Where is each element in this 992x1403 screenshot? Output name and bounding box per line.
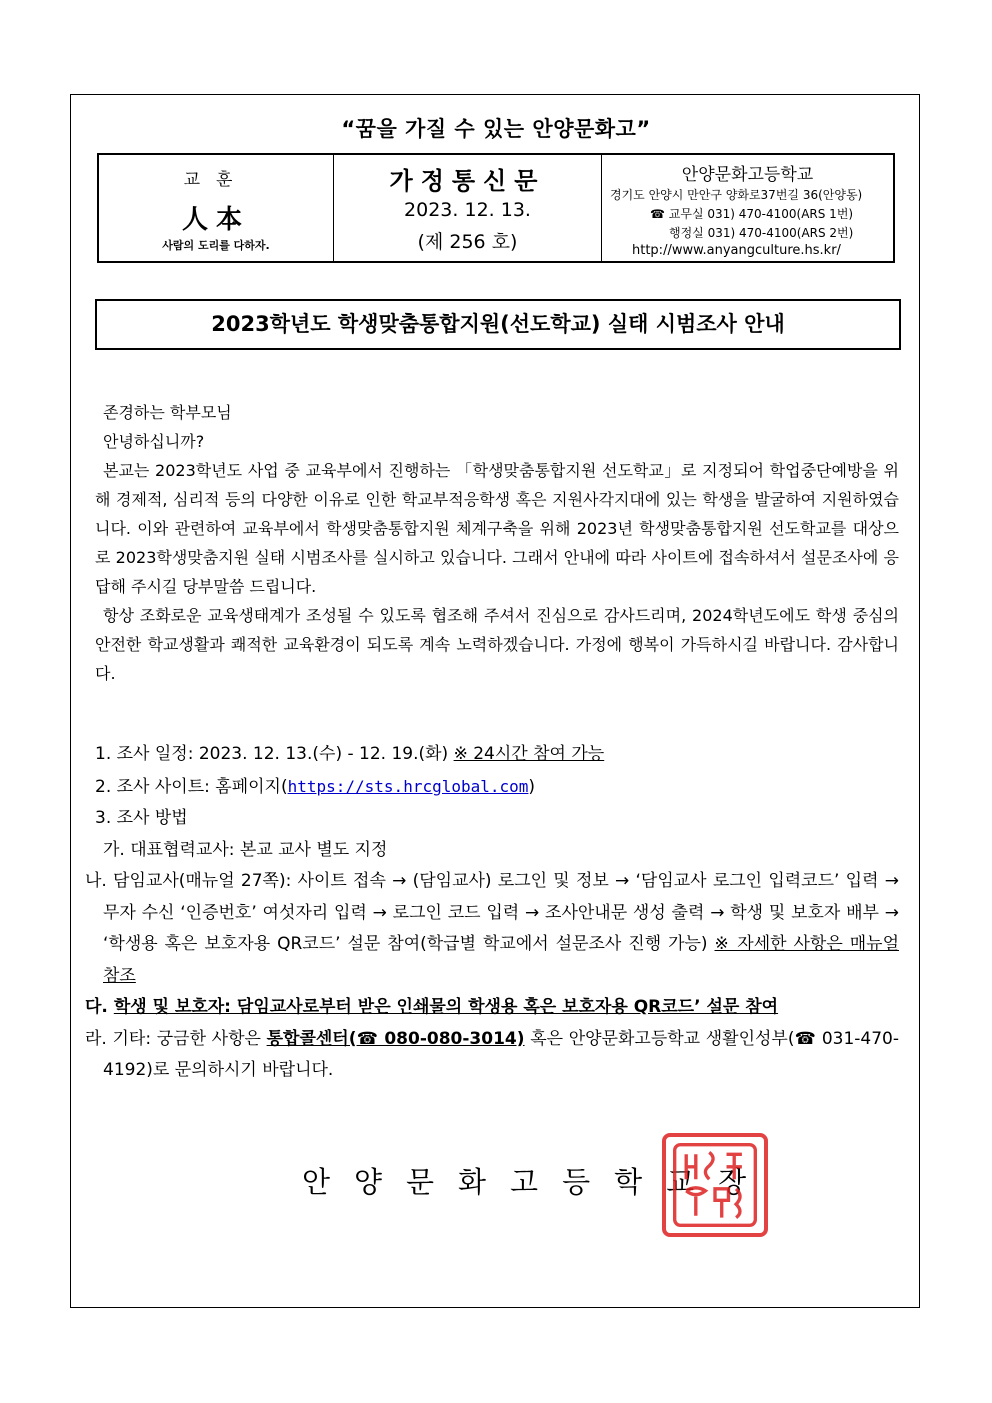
greeting-line-1: 존경하는 학부모님	[103, 403, 232, 422]
newsletter-cell	[334, 155, 602, 261]
newsletter-issue: (제 256 호)	[417, 231, 518, 253]
newsletter-header	[97, 153, 895, 263]
school-info-cell	[602, 155, 893, 261]
paragraph-2: 항상 조화로운 교육생태계가 조성될 수 있도록 협조해 주셔서 진심으로 감사드리며, 2024학년도에도 학생 중심의 안전한 학교생활과 쾌적한 교육환경이 되도록 계속 노력하겠습니다. 가정에 행복이 가득하시길 바랍니다. 감사합니다.	[95, 606, 899, 683]
item-site: 2. 조사 사이트: 홈페이지(https://sts.hrcglobal.com)	[95, 776, 536, 797]
school-address: 경기도 안양시 만안구 양화로37번길 36(안양동)	[610, 188, 863, 202]
seal-graphic	[666, 1137, 764, 1233]
method-da-text: 학생 및 보호자: 담임교사로부터 받은 인쇄물의 학생용 혹은 보호자용 QR코드’ 설문 참여	[113, 997, 779, 1017]
document-title: 2023학년도 학생맞춤통합지원(선도학교) 실태 시범조사 안내	[95, 299, 901, 350]
official-seal-stamp	[662, 1133, 768, 1237]
greeting-line-2: 안녕하십니까?	[103, 432, 205, 451]
school-name: 안양문화고등학교	[681, 165, 814, 185]
method-da: 다. 학생 및 보호자: 담임교사로부터 받은 인쇄물의 학생용 혹은 보호자용 QR코드’ 설문 참여	[85, 997, 779, 1017]
school-motto: “꿈을 가질 수 있는 안양문화고”	[341, 117, 651, 141]
kyohun-main: 人本	[181, 205, 250, 235]
kyohun-label: 교훈	[183, 170, 249, 190]
manual-note: ※ 자세한 사항은 매뉴얼 참조	[103, 934, 899, 986]
newsletter-title: 가정통신문	[389, 167, 546, 195]
method-ga: 가. 대표협력교사: 본교 교사 별도 지정	[103, 839, 388, 860]
principal-signature: 안양문화고등학교장	[302, 1165, 771, 1199]
kyohun-cell	[99, 155, 334, 261]
item-schedule: 1. 조사 일정: 2023. 12. 13.(수) - 12. 19.(화) ※ 24시간 참여 가능	[95, 744, 605, 764]
schedule-note: ※ 24시간 참여 가능	[453, 744, 605, 764]
survey-details	[85, 739, 900, 1087]
phone-academic: ☎ 교무실 031) 470-4100(ARS 1번)	[650, 207, 854, 221]
kyohun-sub: 사람의 도리를 다하자.	[162, 239, 270, 252]
school-website-link[interactable]: http://www.anyangculture.hs.kr/	[632, 243, 841, 258]
phone-admin: 행정실 031) 470-4100(ARS 2번)	[669, 226, 854, 240]
newsletter-date: 2023. 12. 13.	[404, 199, 531, 221]
letter-body	[95, 398, 899, 688]
survey-site-link[interactable]: https://sts.hrcglobal.com	[287, 776, 529, 796]
method-na: 나. 담임교사(매뉴얼 27쪽): 사이트 접속 → (담임교사) 로그인 및 정보 → ‘담임교사 로그인 입력코드’ 입력 → 무자 수신 ‘인증번호’ 여섯자리 입력 → 로그인 코드 입력 → 조사안내문 생성 출력 → 학생 및 보호자 배부 → ‘학생용 혹은 보호자용 QR코드’ 설문 참여(학급별 학교에서 설문조사 진행 가능) ※ 자세한 사항은 매뉴얼 참조	[85, 871, 899, 986]
method-ra: 라. 기타: 궁금한 사항은 통합콜센터(☎ 080-080-3014) 혹은 안양문화고등학교 생활인성부(☎ 031-470-4192)로 문의하시기 바랍니다.	[85, 1028, 900, 1080]
paragraph-1: 본교는 2023학년도 사업 중 교육부에서 진행하는 「학생맞춤통합지원 선도학교」로 지정되어 학업중단예방을 위해 경제적, 심리적 등의 다양한 이유로 인한 학교부적응학생 혹은 지원사각지대에 있는 학생을 발굴하여 지원하였습니다. 이와 관련하여 교육부에서 학생맞춤통합지원 체계구축을 위해 2023년 학생맞춤통합지원 선도학교를 대상으로 2023학생맞춤지원 실태 시범조사를 실시하고 있습니다. 그래서 안내에 따라 사이트에 접속하셔서 설문조사에 응답해 주시길 당부말씀 드립니다.	[95, 461, 899, 596]
call-center: 통합콜센터(☎ 080-080-3014)	[266, 1028, 525, 1049]
document-frame	[70, 94, 920, 1308]
item-method: 3. 조사 방법	[95, 808, 188, 828]
